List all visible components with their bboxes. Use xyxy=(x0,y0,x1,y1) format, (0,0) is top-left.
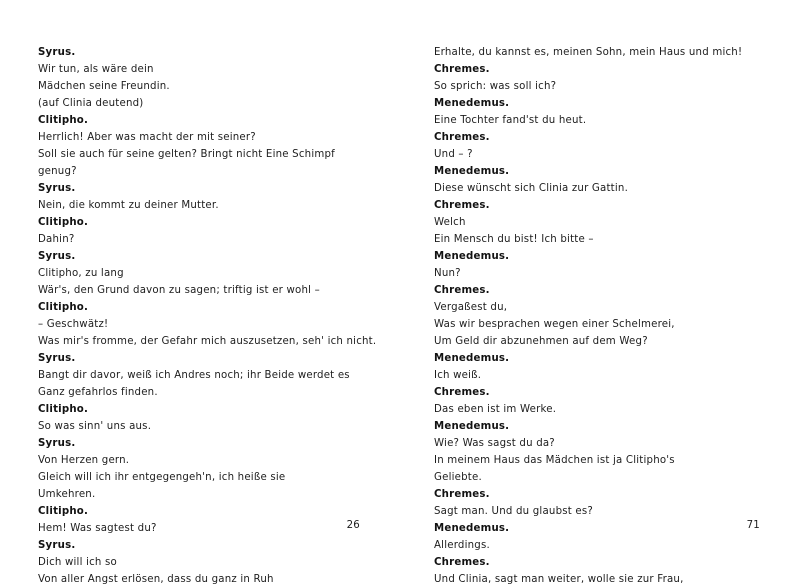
verse-line: Ganz gefahrlos finden. xyxy=(38,387,158,398)
verse-line: Eine Tochter fand'st du heut. xyxy=(434,115,587,126)
verse-line: Dich will ich so xyxy=(38,557,117,568)
verse-line: Welch xyxy=(434,217,466,228)
verse-line: Diese wünscht sich Clinia zur Gattin. xyxy=(434,183,629,194)
verse-line: Vergaßest du, xyxy=(434,302,508,313)
verse-line: Gleich will ich ihr entgegengeh'n, ich heiße sie xyxy=(38,472,286,483)
verse-line: Wär's, den Grund davon zu sagen; triftig ist er wohl – xyxy=(38,285,320,296)
speaker-name: Chremes. xyxy=(434,132,490,143)
speaker-name: Syrus. xyxy=(38,540,76,551)
verse-line: Wie? Was sagst du da? xyxy=(434,438,555,449)
verse-line: Was wir besprachen wegen einer Schelmerei, xyxy=(434,319,675,330)
verse-line: Geliebte. xyxy=(434,472,482,483)
verse-line: Erhalte, du kannst es, meinen Sohn, mein Haus und mich! xyxy=(434,47,743,58)
text-column-left xyxy=(0,44,400,588)
verse-line: Herrlich! Aber was macht der mit seiner? xyxy=(38,132,256,143)
verse-line: Sagt man. Und du glaubst es? xyxy=(434,506,593,517)
speaker-name: Menedemus. xyxy=(434,251,510,262)
verse-line: Ein Mensch du bist! Ich bitte – xyxy=(434,234,594,245)
speaker-name: Chremes. xyxy=(434,64,490,75)
stage-direction: (auf Clinia deutend) xyxy=(38,98,144,109)
verse-line: Von Herzen gern. xyxy=(38,455,130,466)
speaker-name: Menedemus. xyxy=(434,166,510,177)
page-number-right: 71 xyxy=(746,520,760,531)
verse-line: Und – ? xyxy=(434,149,473,160)
speaker-name: Syrus. xyxy=(38,47,76,58)
speaker-name: Chremes. xyxy=(434,557,490,568)
page-columns xyxy=(0,44,800,588)
page-number-left: 26 xyxy=(346,520,360,531)
speaker-name: Syrus. xyxy=(38,438,76,449)
page-number-row xyxy=(0,519,800,532)
speaker-name: Menedemus. xyxy=(434,98,510,109)
verse-line: Hem! Was sagtest du? xyxy=(38,523,157,534)
verse-line: Was mir's fromme, der Gefahr mich auszusetzen, seh' ich nicht. xyxy=(38,336,377,347)
verse-line: Bangt dir davor, weiß ich Andres noch; ihr Beide werdet es xyxy=(38,370,350,381)
verse-line: – Geschwätz! xyxy=(38,319,109,330)
speaker-name: Chremes. xyxy=(434,387,490,398)
verse-line: Soll sie auch für seine gelten? Bringt nicht Eine Schimpf xyxy=(38,149,335,160)
verse-line: Umkehren. xyxy=(38,489,96,500)
verse-line: Nun? xyxy=(434,268,461,279)
verse-line: Und Clinia, sagt man weiter, wolle sie zur Frau, xyxy=(434,574,684,585)
speaker-name: Menedemus. xyxy=(434,353,510,364)
speaker-name: Clitipho. xyxy=(38,302,89,313)
verse-line: In meinem Haus das Mädchen ist ja Clitipho's xyxy=(434,455,675,466)
verse-line: Nein, die kommt zu deiner Mutter. xyxy=(38,200,219,211)
verse-line: genug? xyxy=(38,166,77,177)
verse-line: Mädchen seine Freundin. xyxy=(38,81,170,92)
verse-line: Um Geld dir abzunehmen auf dem Weg? xyxy=(434,336,648,347)
verse-line: Clitipho, zu lang xyxy=(38,268,124,279)
speaker-name: Chremes. xyxy=(434,285,490,296)
verse-line: Wir tun, als wäre dein xyxy=(38,64,154,75)
verse-line: Dahin? xyxy=(38,234,75,245)
speaker-name: Clitipho. xyxy=(38,404,89,415)
speaker-name: Chremes. xyxy=(434,489,490,500)
speaker-name: Syrus. xyxy=(38,183,76,194)
speaker-name: Chremes. xyxy=(434,200,490,211)
verse-line: Allerdings. xyxy=(434,540,490,551)
speaker-name: Clitipho. xyxy=(38,115,89,126)
speaker-name: Syrus. xyxy=(38,353,76,364)
verse-line: So was sinn' uns aus. xyxy=(38,421,152,432)
text-column-right xyxy=(400,44,800,588)
speaker-name: Syrus. xyxy=(38,251,76,262)
verse-line: Ich weiß. xyxy=(434,370,482,381)
speaker-name: Clitipho. xyxy=(38,506,89,517)
speaker-name: Clitipho. xyxy=(38,217,89,228)
speaker-name: Menedemus. xyxy=(434,523,510,534)
verse-line: Von aller Angst erlösen, dass du ganz in Ruh xyxy=(38,574,274,585)
speaker-name: Menedemus. xyxy=(434,421,510,432)
verse-line: Das eben ist im Werke. xyxy=(434,404,557,415)
verse-line: So sprich: was soll ich? xyxy=(434,81,557,92)
